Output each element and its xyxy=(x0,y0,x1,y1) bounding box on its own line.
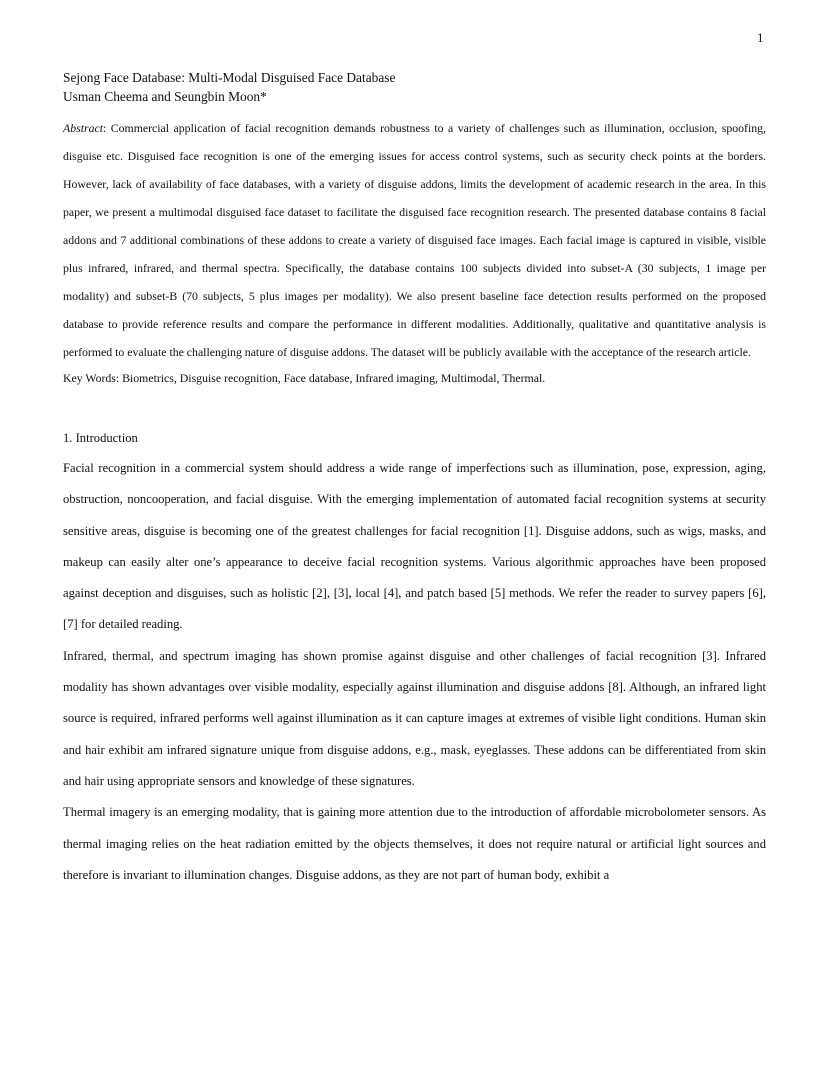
abstract-label: Abstract xyxy=(63,121,103,135)
intro-paragraph-2: Infrared, thermal, and spectrum imaging has shown promise against disguise and other challenges of facial recognition [3]. Infrared modality has shown advantages over visible modality, especially against illumination and disguise addons [8]. Although, an infrared light source is required, infrared performs well against illumination as it can capture images at extremes of visible light conditions. Human skin and hair exhibit am infrared signature unique from disguise addons, e.g., mask, eyeglasses. These addons can be differentiated from skin and hair using appropriate sensors and knowledge of these signatures. xyxy=(63,648,766,788)
keywords: Key Words: Biometrics, Disguise recognition, Face database, Infrared imaging, Multimodal, Thermal. xyxy=(63,371,546,385)
abstract xyxy=(63,114,766,366)
paper-body xyxy=(63,68,766,891)
paper-authors: Usman Cheema and Seungbin Moon* xyxy=(63,89,267,104)
intro-paragraph-3: Thermal imagery is an emerging modality, that is gaining more attention due to the introduction of affordable microbolometer sensors. As thermal imaging relies on the heat radiation emitted by the objects themselves, it does not require natural or artificial light sources and therefore is invariant to illumination changes. Disguise addons, as they are not part of human body, exhibit a xyxy=(63,805,766,882)
page-number: 1 xyxy=(757,30,764,45)
abstract-text: Commercial application of facial recognition demands robustness to a variety of challenges such as illumination, occlusion, spoofing, disguise etc. Disguised face recognition is one of the emerging issues for access control systems, such as security check points at the borders. However, lack of availability of face databases, with a variety of disguise addons, limits the development of academic research in the area. In this paper, we present a multimodal disguised face dataset to facilitate the disguised face recognition research. The presented database contains 8 facial addons and 7 additional combinations of these addons to create a variety of disguised face images. Each facial image is captured in visible, visible plus infrared, infrared, and thermal spectra. Specifically, the database contains 100 subjects divided into subset-A (30 subjects, 1 image per modality) and subset-B (70 subjects, 5 plus images per modality). We also present baseline face detection results performed on the proposed database to provide reference results and compare the performance in different modalities. Additionally, qualitative and quantitative analysis is performed to evaluate the challenging nature of disguise addons. The dataset will be publicly available with the acceptance of the research article. xyxy=(63,121,766,359)
abstract-separator: : xyxy=(102,121,111,135)
section-heading-introduction: 1. Introduction xyxy=(63,431,138,445)
intro-paragraph-1: Facial recognition in a commercial system should address a wide range of imperfections such as illumination, pose, expression, aging, obstruction, noncooperation, and facial disguise. With the emerging implementation of automated facial recognition systems at security sensitive areas, disguise is becoming one of the greatest challenges for facial recognition [1]. Disguise addons, such as wigs, masks, and makeup can easily alter one’s appearance to deceive facial recognition systems. Various algorithmic approaches have been proposed against deception and disguises, such as holistic [2], [3], local [4], and patch based [5] methods. We refer the reader to survey papers [6], [7] for detailed reading. xyxy=(63,461,766,632)
paper-title: Sejong Face Database: Multi-Modal Disguised Face Database xyxy=(63,70,396,85)
